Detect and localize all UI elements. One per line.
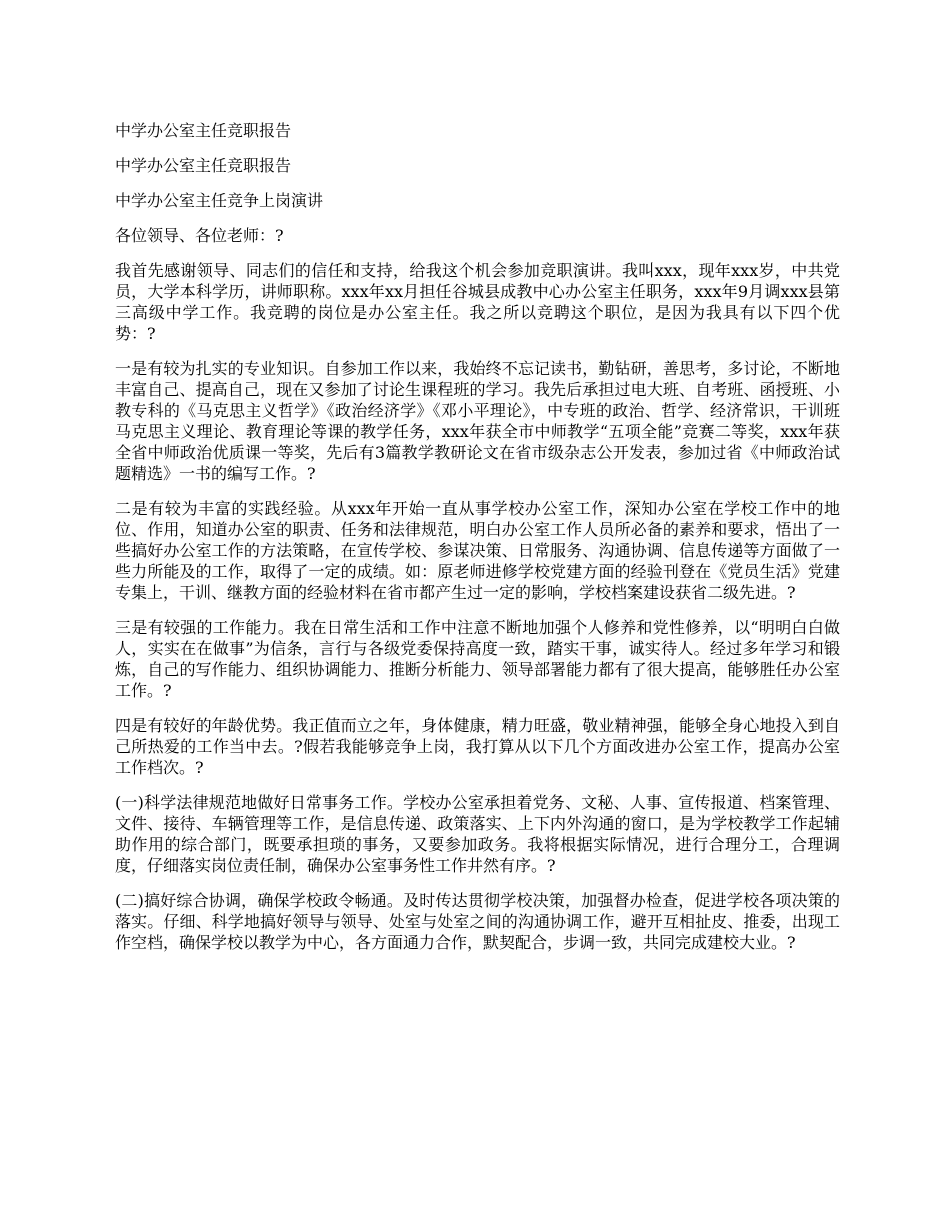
paragraph-plan-daily-affairs: (一)科学法律规范地做好日常事务工作。学校办公室承担着党务、文秘、人事、宣传报道、档案管理、文件、接待、车辆管理等工作，是信息传递、政策落实、上下内外沟通的窗口，是为学校教学工作起辅助作用的综合部门，既要承担琐的事务，又要参加政务。我将根据实际情况，进行合理分工，合理调度，仔细落实岗位责任制，确保办公室事务性工作井然有序。? (115, 793, 840, 875)
document-title-repeat: 中学办公室主任竞职报告 (115, 156, 292, 175)
paragraph-advantage-experience: 二是有较为丰富的实践经验。从xxx年开始一直从事学校办公室工作，深知办公室在学校工作中的地位、作用，知道办公室的职责、任务和法律规范，明白办公室工作人员所必备的素养和要求，悟出了一些搞好办公室工作的方法策略，在宣传学校、参谋决策、日常服务、沟通协调、信息传递等方面做了一些力所能及的工作，取得了一定的成绩。如：原老师进修学校党建方面的经验刊登在《党员生活》党建专集上，干训、继教方面的经验材料在省市都产生过一定的影响，学校档案建设获省二级先进。? (115, 499, 840, 602)
greeting: 各位领导、各位老师：? (115, 226, 284, 245)
paragraph-advantage-ability: 三是有较强的工作能力。我在日常生活和工作中注意不断地加强个人修养和党性修养，以“明明白白做人，实实在在做事”为信条，言行与各级党委保持高度一致，踏实干事，诚实待人。经过多年学习和锻炼，自己的写作能力、组织协调能力、推断分析能力、领导部署能力都有了很大提高，能够胜任办公室工作。? (115, 618, 840, 700)
paragraph-introduction: 我首先感谢领导、同志们的信任和支持，给我这个机会参加竞职演讲。我叫xxx，现年xxx岁，中共党员，大学本科学历，讲师职称。xxx年xx月担任谷城县成教中心办公室主任职务，xxx年9月调xxx县第三高级中学工作。我竞聘的岗位是办公室主任。我之所以竞聘这个职位，是因为我具有以下四个优势：? (115, 261, 840, 343)
document-subtitle: 中学办公室主任竞争上岗演讲 (115, 191, 324, 210)
document-page (115, 120, 840, 967)
paragraph-plan-coordination: (二)搞好综合协调，确保学校政令畅通。及时传达贯彻学校决策，加强督办检查，促进学校各项决策的落实。仔细、科学地搞好领导与领导、处室与处室之间的沟通协调工作，避开互相扯皮、推委，出现工作空档，确保学校以教学为中心，各方面通力合作，默契配合，步调一致，共同完成建校大业。? (115, 891, 840, 952)
document-title: 中学办公室主任竞职报告 (115, 121, 292, 140)
paragraph-advantage-knowledge: 一是有较为扎实的专业知识。自参加工作以来，我始终不忘记读书，勤钻研，善思考，多讨论，不断地丰富自己、提高自己，现在又参加了讨论生课程班的学习。我先后承担过电大班、自考班、函授班、小教专科的《马克思主义哲学》《政治经济学》《邓小平理论》，中专班的政治、哲学、经济常识，干训班马克思主义理论、教育理论等课的教学任务，xxx年获全市中师教学“五项全能”竞赛二等奖，xxx年获全省中师政治优质课一等奖，先后有3篇教学教研论文在省市级杂志公开发表，参加过省《中师政治试题精选》一书的编写工作。? (115, 359, 840, 483)
paragraph-advantage-age: 四是有较好的年龄优势。我正值而立之年，身体健康，精力旺盛，敬业精神强，能够全身心地投入到自己所热爱的工作当中去。?假若我能够竞争上岗，我打算从以下几个方面改进办公室工作，提高办公室工作档次。? (115, 716, 840, 777)
